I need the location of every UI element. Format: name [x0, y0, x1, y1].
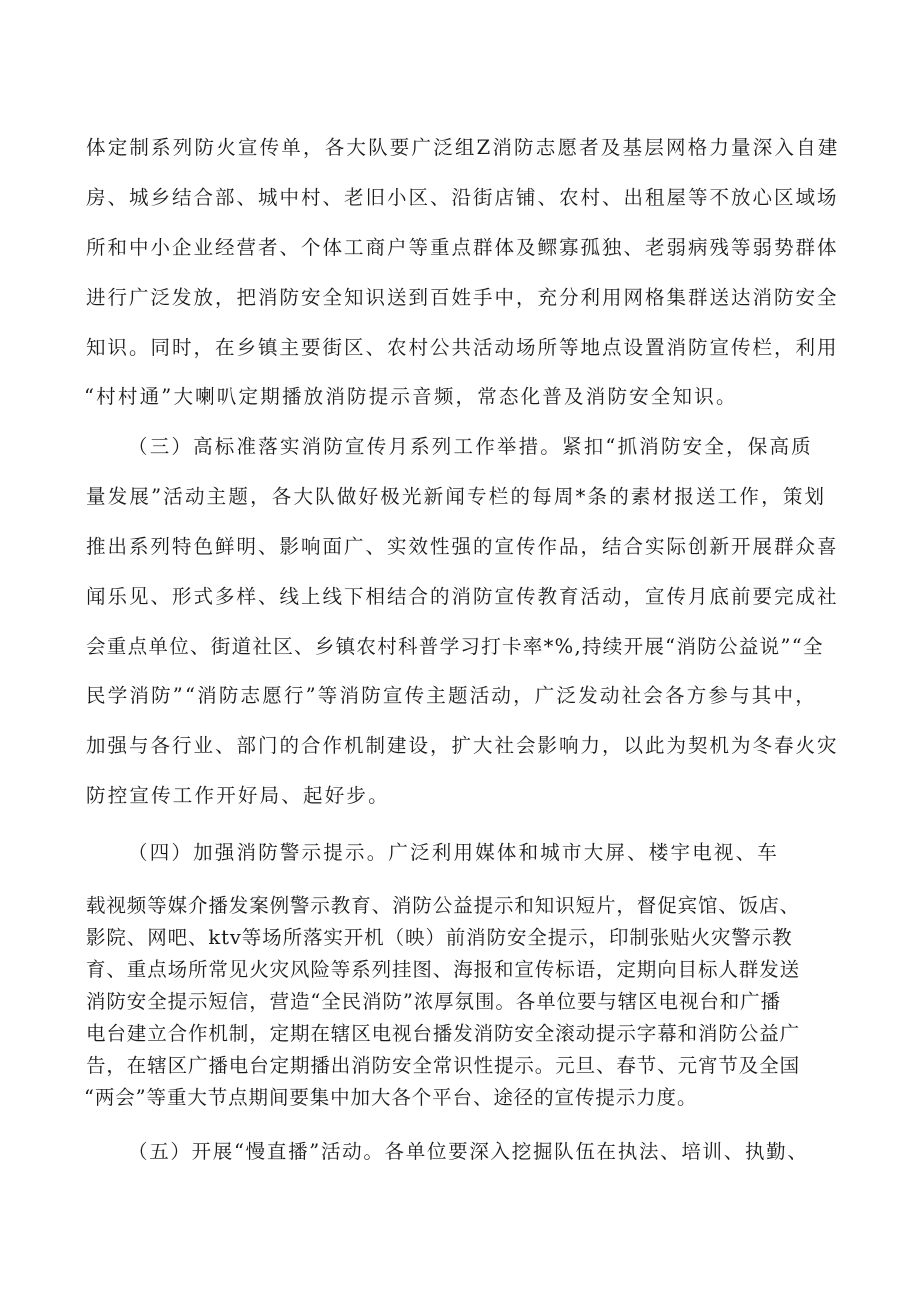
text-line: 闻乐见、形式多样、线上线下相结合的消防宣传教育活动，宣传月底前要完成社: [86, 585, 839, 608]
text-line: 载视频等媒介播发案例警示教育、消防公益提示和知识短片，督促宾馆、饭店、: [86, 894, 801, 917]
section-heading-line: （四）加强消防警示提示。广泛利用媒体和城市大屏、楼宇电视、车: [128, 841, 780, 864]
text-line: 加强与各行业、部门的合作机制建设，扩大社会影响力，以此为契机为冬春火灾: [86, 734, 839, 757]
text-line: 进行广泛发放，把消防安全知识送到百姓手中，充分利用网格集群送达消防安全: [86, 286, 839, 309]
text-line: 电台建立合作机制，定期在辖区电视台播发消防安全滚动提示字幕和消防公益广: [86, 1022, 801, 1045]
text-line: 房、城乡结合部、城中村、老旧小区、沿街店铺、农村、出租屋等不放心区域场: [86, 186, 839, 209]
text-line: 量发展”活动主题，各大队做好极光新闻专栏的每周*条的素材报送工作，策划: [86, 485, 827, 508]
text-line: “村村通”大喇叭定期播放消防提示音频，常态化普及消防安全知识。: [84, 385, 738, 408]
text-line: 推出系列特色鲜明、影响面广、实效性强的宣传作品，结合实际创新开展群众喜: [86, 535, 839, 558]
text-line: 知识。同时，在乡镇主要街区、农村公共活动场所等地点设置消防宣传栏，利用: [86, 336, 839, 359]
text-line: 民学消防”“消防志愿行”等消防宣传主题活动，广泛发动社会各方参与其中，: [86, 684, 817, 707]
text-line: 育、重点场所常见火灾风险等系列挂图、海报和宣传标语，定期向目标人群发送: [86, 958, 801, 981]
text-line: “两会”等重大节点期间要集中加大各个平台、途径的宣传提示力度。: [84, 1086, 698, 1109]
text-line: 所和中小企业经营者、个体工商户等重点群体及鳏寡孤独、老弱病残等弱势群体: [86, 236, 839, 259]
text-line: 影院、网吧、ktv等场所落实开机（映）前消防安全提示，印制张贴火灾警示教: [86, 926, 793, 949]
section-heading-line: （三）高标准落实消防宣传月系列工作举措。紧扣“抓消防安全，保高质: [128, 435, 813, 458]
text-line: 消防安全提示短信，营造“全民消防”浓厚氛围。各单位要与辖区电视台和广播: [86, 990, 781, 1013]
text-line: 会重点单位、街道社区、乡镇农村科普学习打卡率*%,持续开展“消防公益说”“全: [86, 635, 824, 658]
text-line: 防控宣传工作开好局、起好步。: [86, 784, 390, 807]
text-line: 体定制系列防火宣传单，各大队要广泛组Z消防志愿者及基层网格力量深入自建: [86, 136, 840, 159]
section-heading-line: （五）开展“慢直播”活动。各单位要深入挖掘队伍在执法、培训、执勤、: [128, 1140, 809, 1163]
text-line: 告，在辖区广播电台定期播出消防安全常识性提示。元旦、春节、元宵节及全国: [86, 1054, 801, 1077]
